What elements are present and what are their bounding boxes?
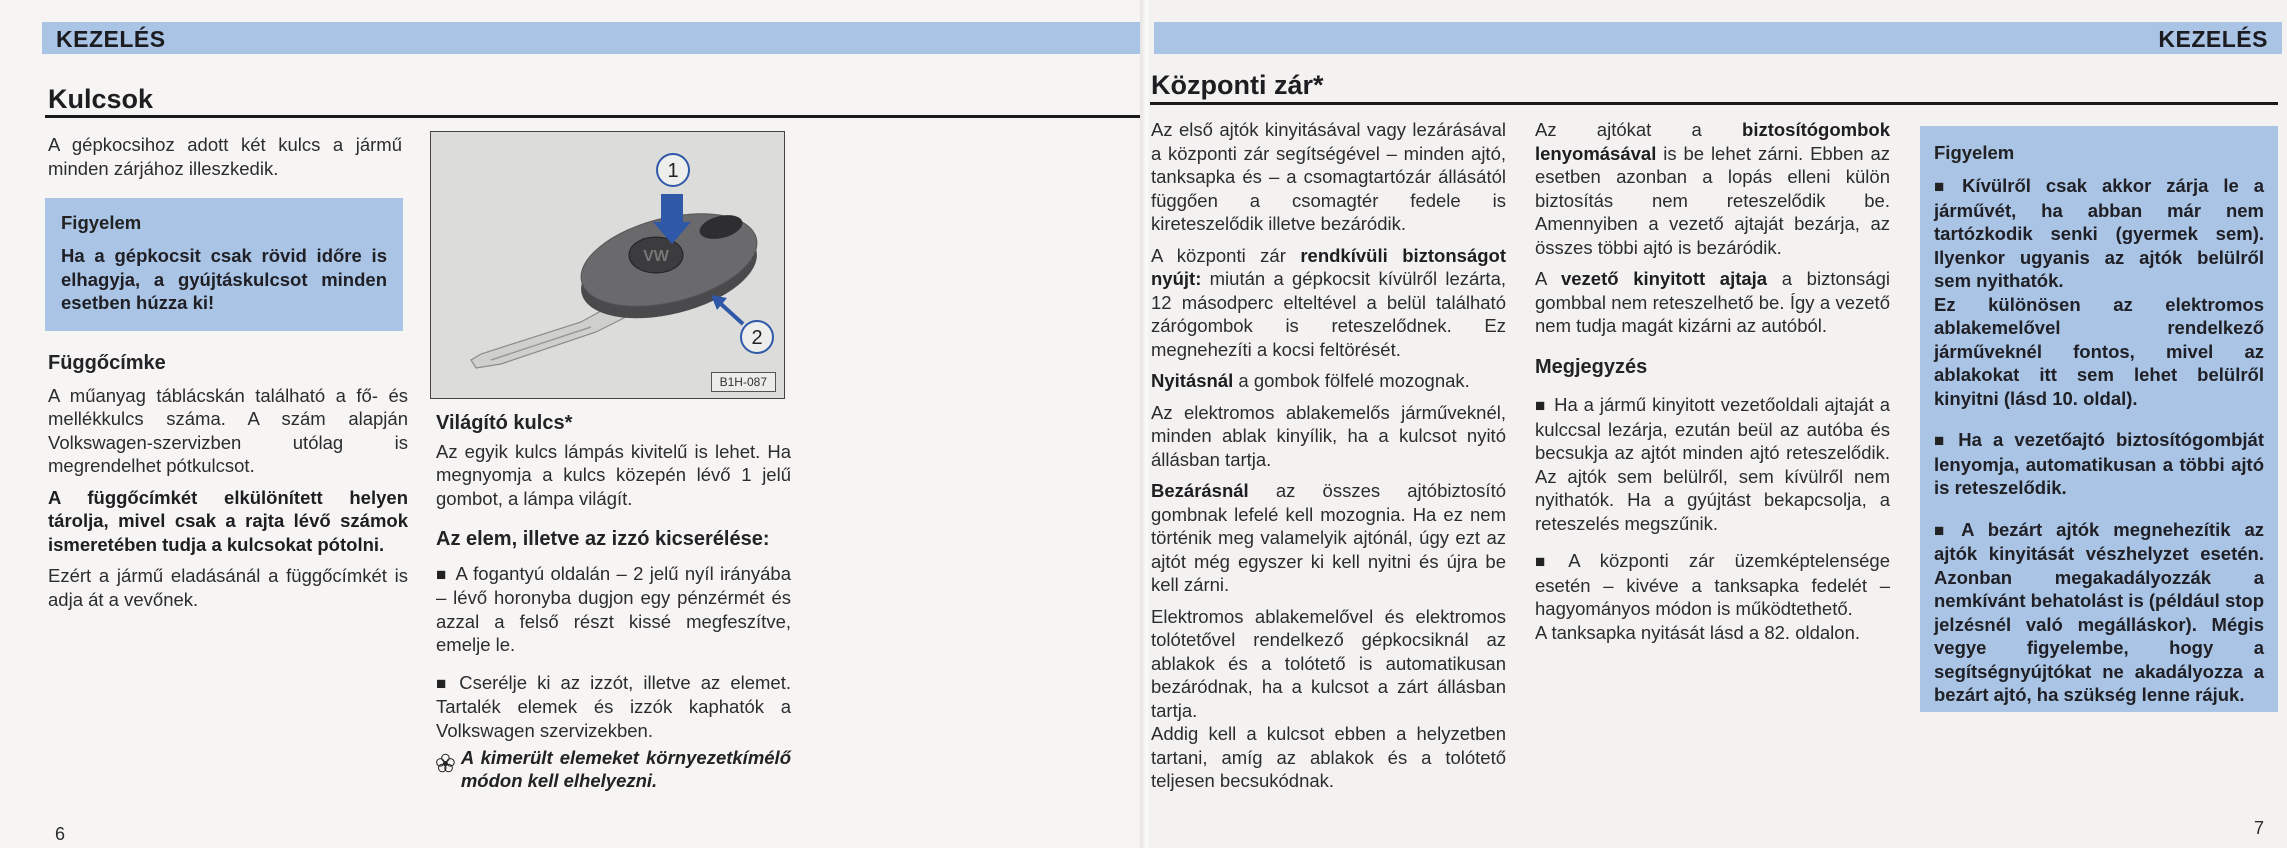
left-page (0, 0, 1143, 848)
replace-heading: Az elem, illetve az izzó kicserélése: (436, 528, 770, 550)
vw-logo: VW (643, 248, 669, 265)
arrow-1-shaft (661, 194, 683, 224)
chapter-header-band (1154, 22, 2282, 54)
intro-text (48, 133, 402, 188)
central-lock-column-1 (1151, 118, 1506, 801)
chapter-header-band (42, 22, 1143, 54)
col1-paragraph-7: Addig kell a kulcsot ebben a helyzetben tartani, amíg az ablakok és a tolótető teljesen becsukódnak. (1151, 723, 1506, 791)
replace-bullet-1: ■ A fogantyú oldalán – 2 jelű nyíl irányába – lévő horonyba dugjon egy pénzérmét és azzal a felső részt kissé megfeszítve, emelje le. (436, 562, 791, 657)
chapter-header: KEZELÉS (2158, 26, 2268, 52)
right-column-left-page (436, 412, 791, 792)
right-page (1150, 0, 2287, 848)
arrow-2-shaft (721, 304, 743, 324)
warning-body: Ha a gépkocsit csak rövid időre is elhagyja, a gyújtáskulcsot minden esetben húzza ki! (61, 245, 387, 313)
note-bullet-1: ■ Ha a jármű kinyitott vezetőoldali ajtaját a kulccsal lezárja, ezután beül az autóba és becsukja az ajtót minden ajtó reteszelődik. Az ajtók sem belülről, sem kívülről nem nyithatók. Ha a gyújtást bekapcsolja, a reteszelés megszűnik. (1535, 393, 1890, 535)
col2-paragraph-1: Az ajtókat a biztosítógombok lenyomásával is be lehet zárni. Ebben az esetben azonban a lopás elleni külön biztosítás nem reteszelődik be. Amennyiben a vezető ajtaját bezárja, az összes többi ajtó is bezáródik. (1535, 119, 1890, 258)
page-number-right: 7 (2254, 818, 2265, 838)
key-illustration (430, 131, 785, 399)
section-rule (1150, 102, 2278, 105)
replace-bullet-2: ■ Cserélje ki az izzót, illetve az elemet. Tartalék elemek és izzók kaphatók a Volkswagen szervizekben. (436, 671, 791, 743)
note-paragraph-3: A tanksapka nyitását lásd a 82. oldalon. (1535, 621, 1860, 643)
warning-bullet-1-continued: Ez különösen az elektromos ablakemelővel rendelkező járműveknél fontos, mivel az ablakokat itt sem lehet belülről kinyitni (lásd 10. oldal). (1934, 293, 2264, 409)
eco-note-text: A kimerült elemeket környezetkímélő módon kell elhelyezni. (460, 747, 791, 791)
col1-paragraph-1: Az első ajtók kinyitásával vagy lezárásával a központi zár segítségével – minden ajtó, tanksapka és – a csomagtartózár állásától függően a csomagtér fedele is kireteszelődik illetve bezáródik. (1151, 119, 1506, 234)
warning-body (1934, 174, 2264, 707)
central-lock-column-2 (1535, 118, 1890, 652)
flower-recycle-icon (436, 746, 455, 780)
col1-paragraph-4: Az elektromos ablakemelős járműveknél, minden ablak kinyílik, ha a kulcsot nyitó állásban tartja. (1151, 401, 1506, 470)
col1-paragraph-2: A központi zár rendkívüli biztonságot nyújt: miután a gépkocsit kívülről lezárta, 12 másodperc elteltével a belül található zárógombok is reteszelődnek. Ez megnehezíti a kocsi feltörését. (1151, 244, 1506, 360)
warning-bullet-2: ■ Ha a vezetőajtó biztosítógombját lenyomja, automatikusan a többi ajtó is reteszelődik. (1934, 428, 2264, 500)
note-bullet-2: ■ A központi zár üzemképtelensége esetén – kivéve a tanksapka fedelét – hagyományos módon is működtethető. (1535, 549, 1890, 621)
eco-note (436, 746, 791, 792)
key-blade-groove (491, 327, 591, 360)
col2-paragraph-2: A vezető kinyitott ajtaja a biztonsági gombbal nem reteszelhető be. Így a vezető nem tudja magát kizárni az autóból. (1535, 268, 1890, 336)
tag-paragraph-1: A műanyag táblácskán található a fő- és mellékkulcs száma. A szám alapján Volkswagen-szervizben utólag is megrendelhet pótkulcsot. (48, 384, 408, 476)
tag-paragraph-3: Ezért a jármű eladásánál a függőcímkét is adja át a vevőnek. (48, 565, 408, 610)
page-number-left: 6 (55, 824, 66, 844)
section-title-central-lock: Központi zár* (1151, 70, 1324, 100)
callout-2-label: 2 (751, 327, 763, 349)
warning-box (45, 198, 403, 331)
tag-section (48, 352, 408, 619)
tag-paragraph-2-bold: A függőcímkét elkülönített helyen tárolja, mivel csak a rajta lévő számok ismeretében tudja a kulcsokat pótolni. (48, 486, 408, 555)
col1-paragraph-6: Elektromos ablakemelővel és elektromos tolótetővel rendelkező gépkocsiknál az ablakok és a tolótető is automatikusan bezáródnak, ha a kulcsot a zárt állásban tartja. (1151, 605, 1506, 721)
figure-code: B1H-087 (711, 372, 776, 392)
note-heading: Megjegyzés (1535, 355, 1648, 378)
warning-bullet-1: ■ Kívülről csak akkor zárja le a járművét, ha abban már nem tartózkodik senki (gyermek sem). Ilyenkor ugyanis az ajtók belülről sem nyithatók. (1934, 174, 2264, 293)
chapter-header: KEZELÉS (56, 26, 166, 52)
warning-bullet-3: ■ A bezárt ajtók megnehezítik az ajtók kinyitását vészhelyzet esetén. Azonban megakadályozzák a nemkívánt behatolást is (például stop jelzésnél való megálláskor). Mégis vegye figyelembe, hogy a segítségnyújtókat ne akadályozza a bezárt ajtó, ha szükség lenne rájuk. (1934, 518, 2264, 707)
warning-title: Figyelem (1934, 142, 2015, 163)
section-title-keys: Kulcsok (48, 84, 154, 114)
tag-heading: Függőcímke (48, 352, 166, 374)
intro-paragraph: A gépkocsihoz adott két kulcs a jármű minden zárjához illeszkedik. (48, 134, 402, 179)
light-key-heading: Világító kulcs* (436, 412, 573, 434)
callout-1-label: 1 (667, 160, 679, 182)
section-rule (45, 115, 1143, 118)
col1-paragraph-3: Nyitásnál a gombok fölfelé mozognak. (1151, 370, 1470, 391)
warning-box-right (1920, 126, 2278, 712)
warning-title: Figyelem (61, 212, 142, 233)
key-drawing (431, 132, 783, 397)
light-key-body: Az egyik kulcs lámpás kivitelű is lehet. Ha megnyomja a kulcs közepén lévő 1 jelű gombot, a lámpa világít. (436, 440, 791, 509)
col1-paragraph-5: Bezárásnál az összes ajtóbiztosító gombnak lefelé kell mozognia. Ha ez nem történik meg valamelyik ajtónál, úgy ezt az ajtót még egyszer ki kell nyitni és újra be kell zárni. (1151, 480, 1506, 595)
